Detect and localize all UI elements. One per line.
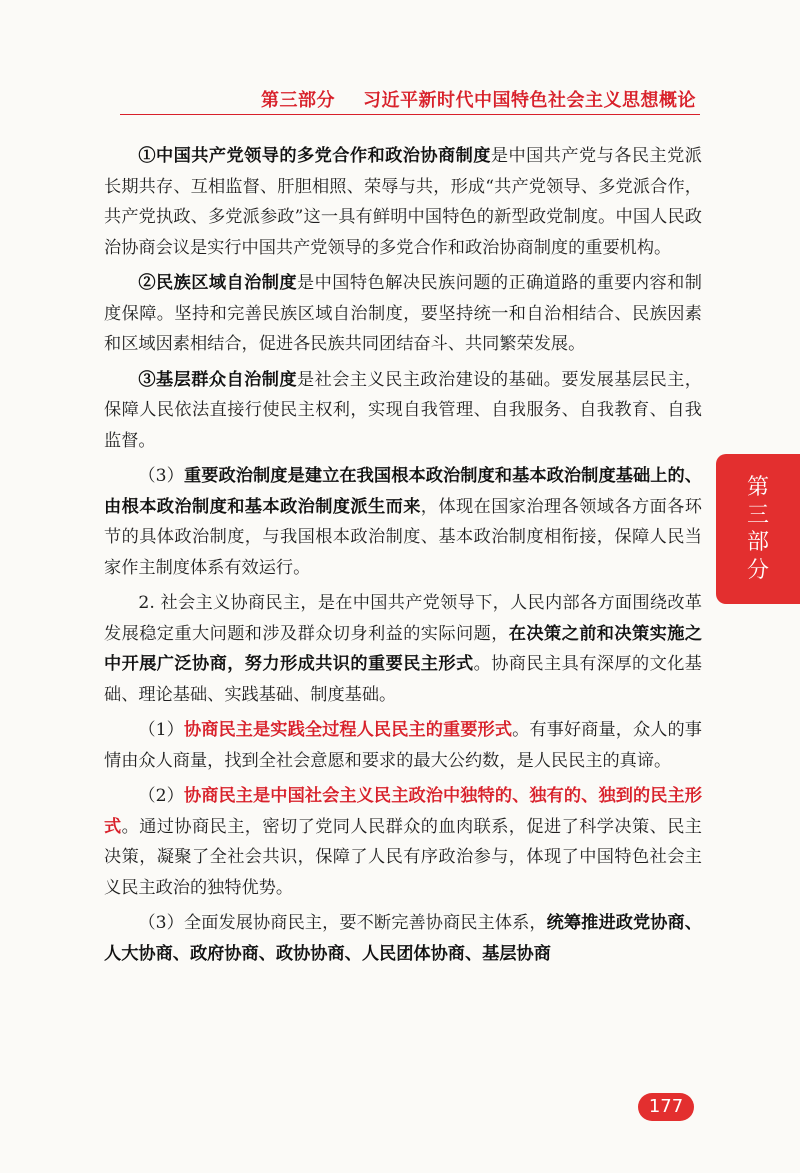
paragraph-text: ，体现在国家治理各领域各方面各环节的具体政治制度，与我国根本政治制度、基本政治制度相衔接，保障人民当家作主制度体系有效运行。 — [104, 496, 702, 578]
paragraph-text: （2） — [138, 786, 184, 806]
paragraph — [104, 461, 702, 583]
bold-emphasis-text: 统筹推进政党协商、人大协商、政府协商、政协协商、人民团体协商、基层协商 — [104, 913, 702, 964]
paragraph — [104, 141, 702, 263]
side-tab-label: 第 三 部 分 — [746, 475, 769, 583]
paragraph — [104, 715, 702, 776]
header-section-label: 第三部分 — [261, 90, 335, 111]
body-text — [104, 141, 702, 974]
paragraph-text: （3） — [138, 466, 184, 486]
paragraph — [104, 588, 702, 710]
paragraph-text: 2. 社会主义协商民主，是在中国共产党领导下，人民内部各方面围绕改革发展稳定重大问题和涉及群众切身利益的实际问题， — [104, 593, 702, 644]
header-title: 习近平新时代中国特色社会主义思想概论 — [363, 90, 696, 111]
paragraph-text: （3）全面发展协商民主，要不断完善协商民主体系， — [138, 913, 547, 933]
bold-emphasis-text: ③基层群众自治制度 — [138, 369, 298, 390]
paragraph-text: （1） — [138, 720, 184, 740]
paragraph-text: 。协商民主具有深厚的文化基础、理论基础、实践基础、制度基础。 — [104, 654, 702, 705]
bold-emphasis-text: ②民族区域自治制度 — [138, 273, 298, 293]
red-emphasis-text: 协商民主是中国社会主义民主政治中独特的、独有的、独到的民主形式 — [104, 786, 702, 837]
paragraph-text: 。有事好商量，众人的事情由众人商量，找到全社会意愿和要求的最大公约数，是人民民主的真谛。 — [104, 720, 702, 771]
bold-emphasis-text: ①中国共产党领导的多党合作和政治协商制度 — [138, 146, 491, 166]
section-side-tab — [716, 454, 800, 604]
paragraph — [104, 268, 702, 360]
header-rule — [120, 114, 700, 115]
paragraph — [104, 908, 702, 969]
page-number-badge: 177 — [638, 1093, 694, 1121]
bold-emphasis-text: 重要政治制度是建立在我国根本政治制度和基本政治制度基础上的、由根本政治制度和基本政治制度派生而来 — [104, 466, 702, 517]
running-header — [261, 86, 696, 112]
bold-emphasis-text: 在决策之前和决策实施之中开展广泛协商，努力形成共识的重要民主形式 — [104, 623, 702, 674]
paragraph — [104, 365, 702, 457]
paragraph — [104, 781, 702, 903]
paragraph-text: 是社会主义民主政治建设的基础。要发展基层民主，保障人民依法直接行使民主权利，实现自我管理、自我服务、自我教育、自我监督。 — [104, 369, 702, 451]
paragraph-text: 。通过协商民主，密切了党同人民群众的血肉联系，促进了科学决策、民主决策，凝聚了全社会共识，保障了人民有序政治参与，体现了中国特色社会主义民主政治的独特优势。 — [104, 816, 702, 898]
red-emphasis-text: 协商民主是实践全过程人民民主的重要形式 — [183, 720, 513, 740]
paragraph-text: 是中国共产党与各民主党派长期共存、互相监督、肝胆相照、荣辱与共，形成“共产党领导、多党派合作，共产党执政、多党派参政”这一具有鲜明中国特色的新型政党制度。中国人民政治协商会议是实行中国共产党领导的多党合作和政治协商制度的重要机构。 — [104, 146, 702, 258]
paragraph-text: 是中国特色解决民族问题的正确道路的重要内容和制度保障。坚持和完善民族区域自治制度，要坚持统一和自治相结合、民族因素和区域因素相结合，促进各民族共同团结奋斗、共同繁荣发展。 — [104, 273, 702, 354]
